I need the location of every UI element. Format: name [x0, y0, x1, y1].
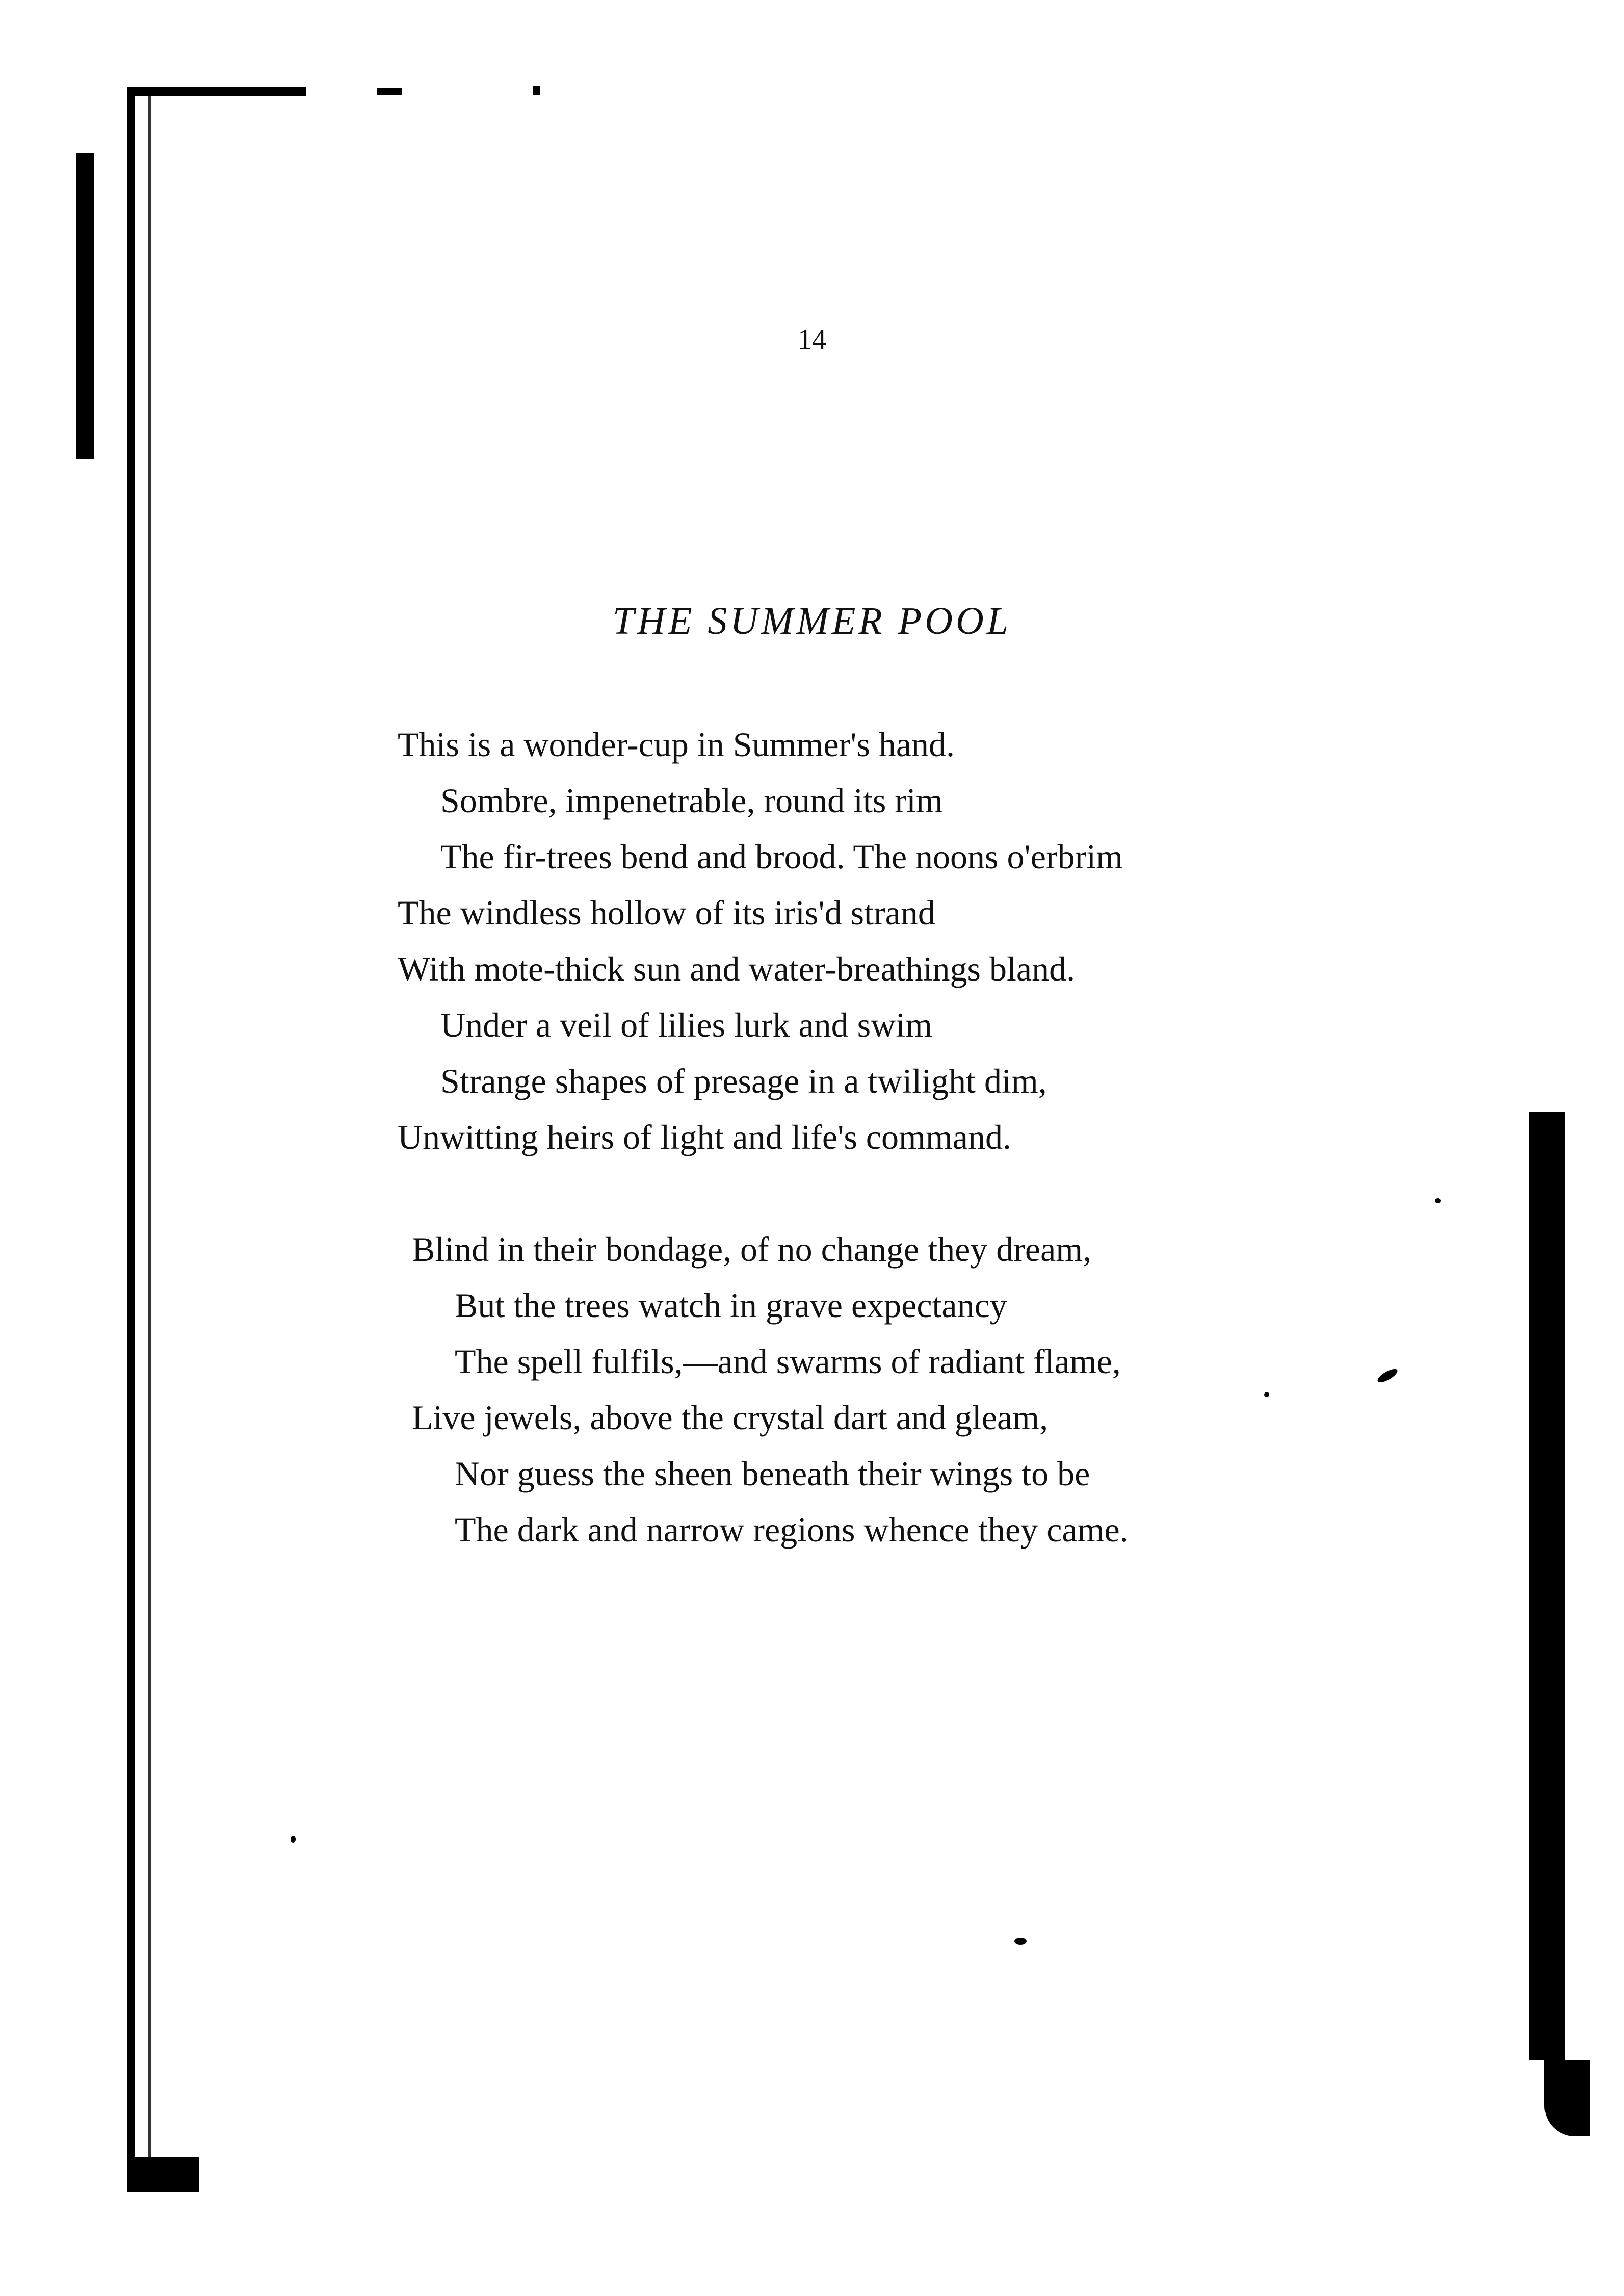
scan-speck — [291, 1836, 296, 1843]
poem-line: Nor guess the sheen beneath their wings to be — [455, 1454, 1090, 1493]
poem-line: The spell fulfils,—and swarms of radiant flame, — [455, 1342, 1121, 1381]
poem-line: With mote-thick sun and water-breathings bland. — [398, 949, 1076, 988]
stanza-break — [398, 1165, 1417, 1221]
scan-edge-mark — [76, 153, 94, 459]
poem-line: But the trees watch in grave expectancy — [455, 1286, 1007, 1325]
scan-speck — [1014, 1938, 1027, 1945]
scan-edge-mark — [127, 87, 135, 2192]
poem-line: Blind in their bondage, of no change they dream, — [412, 1230, 1092, 1269]
poem-line: The windless hollow of its iris'd strand — [398, 893, 935, 932]
stanza-2 — [398, 1221, 1417, 1558]
scan-edge-mark — [148, 87, 151, 2192]
stanza-1 — [398, 716, 1417, 1165]
poem-line: Under a veil of lilies lurk and swim — [440, 1005, 933, 1044]
scan-edge-mark — [377, 88, 402, 95]
poem-line: This is a wonder-cup in Summer's hand. — [398, 725, 955, 764]
scan-speck — [1435, 1198, 1441, 1203]
poem-title: THE SUMMER POOL — [612, 600, 1012, 642]
scan-edge-mark — [127, 2157, 199, 2192]
poem-line: Strange shapes of presage in a twilight dim, — [440, 1062, 1047, 1100]
poem-line: Unwitting heirs of light and life's command. — [398, 1118, 1011, 1156]
scan-edge-mark — [1529, 1112, 1565, 2060]
poem-line: The fir-trees bend and brood. The noons o'erbrim — [440, 837, 1123, 876]
scan-edge-mark — [1544, 2060, 1590, 2136]
page-number: 14 — [798, 324, 826, 355]
scan-edge-mark — [127, 87, 306, 96]
poem-line: Sombre, impenetrable, round its rim — [440, 781, 943, 820]
poem-body — [398, 716, 1417, 1558]
scan-edge-mark — [533, 86, 540, 95]
poem-line: Live jewels, above the crystal dart and gleam, — [412, 1398, 1049, 1437]
poem-line: The dark and narrow regions whence they came. — [455, 1510, 1129, 1549]
